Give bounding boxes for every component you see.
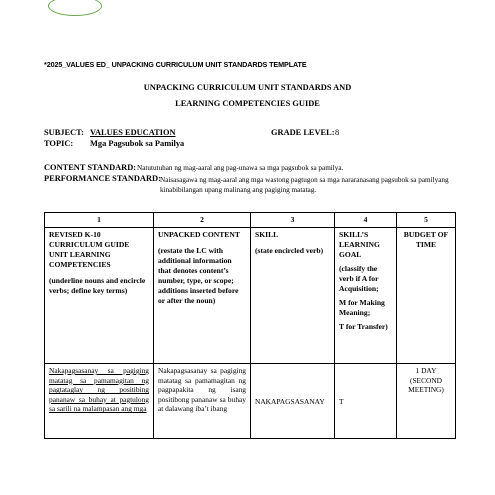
goal-cell (335, 364, 397, 439)
header-cell-skill (251, 228, 335, 364)
lc-cell (45, 364, 154, 439)
subject-value: VALUES EDUCATION (90, 128, 176, 137)
unpacked-cell (154, 364, 251, 439)
unpacked-text: Nakapagsasanay sa pagiging matatag sa pamamagitan ng pagpapakita ng isang positibong pananaw sa buhay at dalawang iba’t ibang (158, 366, 246, 414)
col3-note: (state encircled verb) (255, 246, 324, 255)
col1-note: (underline nouns and encircle verbs; define key terms) (49, 276, 146, 295)
goal-text: T (339, 396, 344, 406)
column-number: 4 (335, 213, 397, 228)
col4-note: (classify the verb if A for Acquisition; (339, 264, 379, 293)
column-number-row (45, 213, 456, 228)
column-number: 1 (45, 213, 154, 228)
lc-text: Nakapagsasanay sa pagiging matatag sa pamamagitan ng pagtataglay ng positibing pananaw sa buhay at pagtulong sa sarili na malampasan ang mga (49, 366, 149, 414)
header-cell-competencies (45, 228, 154, 364)
budget-text: 1 DAY (SECOND MEETING) (408, 366, 444, 395)
doc-title-line2: LEARNING COMPETENCIES GUIDE (175, 99, 320, 108)
col2-title: UNPACKED CONTENT (158, 230, 240, 239)
header-cell-budget (397, 228, 456, 364)
subject-label: SUBJECT: (44, 128, 84, 137)
header-oval-shape (48, 0, 102, 16)
topic-label: TOPIC: (44, 139, 74, 148)
header-cell-goal (335, 228, 397, 364)
skill-cell (251, 364, 335, 439)
col2-note: (restate the LC with additional information that denotes content’s number, type, or scope; additions inserted before or after the noun) (158, 246, 239, 305)
budget-cell (397, 364, 456, 439)
grade-level-value: 8 (335, 128, 340, 137)
col5-title: BUDGET OF TIME (403, 230, 449, 249)
col1-title: REVISED K-10 CURRICULUM GUIDE UNIT LEARNING COMPETENCIES (49, 230, 130, 269)
col4-m-line: M for Making Meaning; (339, 298, 385, 317)
table-row (45, 364, 456, 439)
col4-t-line: T for Transfer) (339, 322, 388, 331)
doc-title-line1: UNPACKING CURRICULUM UNIT STANDARDS AND (143, 83, 352, 92)
column-number: 5 (397, 213, 456, 228)
performance-standard-label: PERFORMANCE STANDARD: (44, 174, 161, 183)
template-label: *2025_VALUES ED_ UNPACKING CURRICULUM UNIT STANDARDS TEMPLATE (44, 60, 307, 69)
content-standard-value: Natututuhan ng mag-aaral ang pag-unawa sa mga pagsubok sa pamilya. (137, 163, 344, 172)
col3-title: SKILL (255, 230, 279, 239)
content-standard-label: CONTENT STANDARD: (44, 163, 137, 172)
grade-level-label: GRADE LEVEL: (271, 128, 335, 137)
unpacking-table (44, 212, 456, 439)
table-header-row (45, 228, 456, 364)
skill-text: NAKAPAGSASANAY (255, 396, 325, 406)
column-number: 2 (154, 213, 251, 228)
column-number: 3 (251, 213, 335, 228)
col4-title: SKILL’S LEARNING GOAL (339, 230, 380, 259)
performance-standard-value: Naisasagawa ng mag-aaral ang mga wastong pagtugon sa mga nararanasang pagsubok sa pamilyang kinabibilangan upang malinang ang pagiging matatag. (160, 175, 449, 194)
header-cell-unpacked (154, 228, 251, 364)
topic-value: Mga Pagsubok sa Pamilya (90, 139, 185, 148)
